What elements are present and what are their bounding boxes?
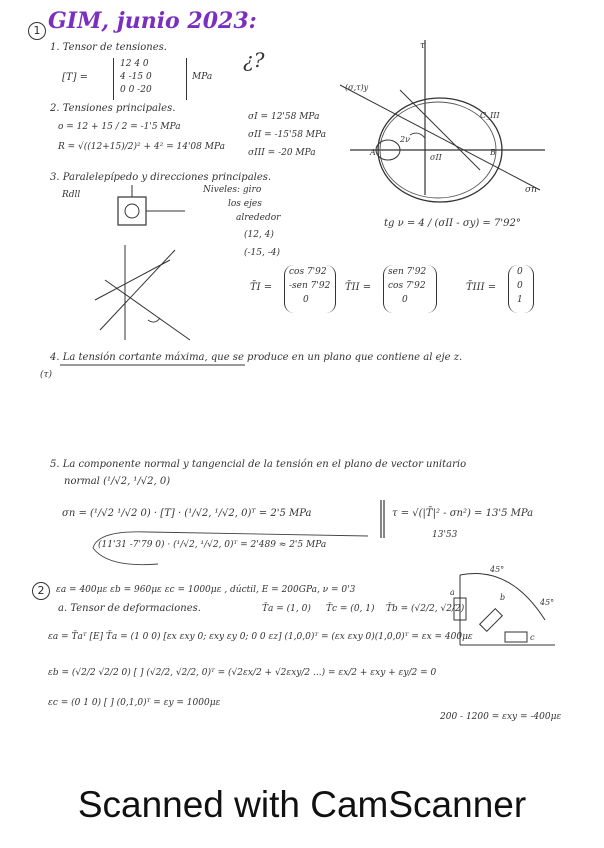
sigma-1: σI = 12'58 MPa bbox=[248, 112, 320, 122]
label-tau: τ bbox=[420, 41, 425, 51]
note-line-1: Niveles: giro bbox=[203, 185, 262, 195]
gauge-a-label: a bbox=[450, 588, 455, 597]
item-5-heading: 5. La componente normal y tangencial de la tensión en el plano de vector unitario bbox=[50, 459, 467, 470]
point-a: (12, 4) bbox=[244, 230, 274, 240]
sigma-center-eq: o = 12 + 15 / 2 = -1'5 MPa bbox=[58, 122, 181, 132]
sigma-2: σII = -15'58 MPa bbox=[248, 130, 327, 140]
vector-2-label: T̄II = bbox=[345, 282, 372, 293]
gauge-b-label: b bbox=[500, 593, 506, 602]
v1-c2: -sen 7'92 bbox=[289, 281, 331, 291]
epsilon-b-equation: εb = (√2/2 √2/2 0) [ ] (√2/2, √2/2, 0)ᵀ = (√2εx/2 + √2εxy/2 ...) = εx/2 + εxy + εy/2 = 0 bbox=[48, 668, 437, 678]
point-b: (-15, -4) bbox=[244, 248, 281, 258]
matrix-unit: MPa bbox=[192, 72, 213, 82]
item-3-heading: 3. Paralelepípedo y direcciones principales. bbox=[50, 172, 272, 183]
rosette-angle-1: 45° bbox=[490, 565, 505, 574]
unit-vector-b: T̄b = (√2/2, √2/2) bbox=[386, 604, 465, 614]
radius-eq: R = √((12+15)/2)² + 4² = 14'08 MPa bbox=[58, 142, 225, 152]
label-b: B bbox=[490, 148, 496, 157]
v3-c1: 0 bbox=[517, 267, 523, 277]
v1-c3: 0 bbox=[303, 295, 309, 305]
tau-sub-value: 13'53 bbox=[432, 530, 458, 540]
v3-c3: 1 bbox=[517, 295, 523, 305]
epsilon-a-equation: εa = T̄aᵀ [E] T̄a = (1 0 0) [εx εxy 0; εxy εy 0; 0 0 εz] (1,0,0)ᵀ = (εx εxy 0)(1,0,0)ᵀ = εx = 400με bbox=[48, 632, 473, 642]
vector-1-label: T̄I = bbox=[250, 282, 273, 293]
vector-1 bbox=[284, 265, 336, 313]
rosette-angle-2: 45° bbox=[540, 598, 555, 607]
item-5-vector: normal (¹/√2, ¹/√2, 0) bbox=[64, 476, 171, 487]
vector-3 bbox=[508, 265, 534, 313]
sigma-n-equation: σn = (¹/√2 ¹/√2 0) · [T] · (¹/√2, ¹/√2, 0)ᵀ = 2'5 MPa bbox=[62, 508, 312, 519]
page-title: GIM, junio 2023: bbox=[48, 8, 257, 34]
mohr-circle-diagram bbox=[330, 30, 570, 200]
element-circle bbox=[125, 204, 139, 218]
label-c3: C_III bbox=[480, 111, 500, 120]
axis-ii bbox=[105, 280, 190, 340]
problem-number-1: 1 bbox=[28, 22, 46, 40]
note-line-2: los ejes bbox=[228, 199, 262, 209]
epsilon-xy-result: 200 - 1200 = εxy = -400με bbox=[440, 712, 562, 722]
problem-2-data: εa = 400μɛ εb = 960με εc = 1000με , dúctil, E = 200GPa, ν = 0'3 bbox=[56, 585, 356, 595]
v2-c2: cos 7'92 bbox=[388, 281, 426, 291]
epsilon-c-equation: εc = (0 1 0) [ ] (0,1,0)ᵀ = εy = 1000με bbox=[48, 698, 221, 708]
diameter-line bbox=[340, 85, 540, 190]
gauge-b-shape bbox=[480, 609, 503, 632]
rdll-label: Rdll bbox=[62, 190, 81, 200]
axis-x bbox=[95, 260, 170, 300]
item-4-sub: (τ) bbox=[40, 370, 53, 380]
matrix-row-1: 12 4 0 bbox=[120, 59, 149, 69]
v1-c1: cos 7'92 bbox=[289, 267, 327, 277]
item-1-heading: 1. Tensor de tensiones. bbox=[50, 42, 167, 53]
unit-vector-c: T̄c = (0, 1) bbox=[326, 604, 375, 614]
question-mark: ¿? bbox=[243, 48, 265, 72]
label-xy-top: (σ,τ)y bbox=[345, 83, 369, 92]
v2-c1: sen 7'92 bbox=[388, 267, 427, 277]
label-a: A bbox=[370, 148, 376, 157]
note-line-3: alrededor bbox=[236, 213, 281, 223]
gauge-c-shape bbox=[505, 632, 527, 642]
item-a-heading: a. Tensor de deformaciones. bbox=[58, 603, 201, 614]
gauge-c-label: c bbox=[530, 633, 535, 642]
check-equation: (11'31 -7'79 0) · (¹/√2, ¹/√2, 0)ᵀ = 2'489 ≈ 2'5 MPa bbox=[98, 540, 327, 550]
matrix-row-3: 0 0 -20 bbox=[120, 85, 152, 95]
element-square bbox=[118, 197, 146, 225]
strain-rosette-sketch bbox=[450, 560, 560, 650]
principal-axes-sketch bbox=[90, 240, 200, 345]
axis-i bbox=[100, 250, 175, 330]
label-sigma-ii: σII bbox=[430, 153, 442, 162]
label-sigma: σn bbox=[525, 185, 537, 195]
angle-arc bbox=[410, 133, 425, 138]
underline-item-4 bbox=[60, 362, 250, 368]
tensor-label: [T] = bbox=[62, 72, 89, 83]
v3-c2: 0 bbox=[517, 281, 523, 291]
item-4-heading: 4. La tensión cortante máxima, que se produce en un plano que contiene al eje z. bbox=[50, 352, 463, 363]
label-2v: 2ν bbox=[400, 135, 410, 144]
sigma-3: σIII = -20 MPa bbox=[248, 148, 316, 158]
unit-vector-a: T̄a = (1, 0) bbox=[262, 604, 311, 614]
stress-matrix bbox=[113, 58, 187, 100]
vector-2 bbox=[383, 265, 437, 313]
angle-mark bbox=[148, 318, 160, 322]
tau-equation: τ = √(|T̄|² - σn²) = 13'5 MPa bbox=[392, 508, 534, 519]
vector-3-label: T̄III = bbox=[466, 282, 497, 293]
item-2-heading: 2. Tensiones principales. bbox=[50, 103, 176, 114]
problem-number-2: 2 bbox=[32, 582, 50, 600]
angle-equation: tg ν = 4 / (σII - σy) = 7'92° bbox=[384, 218, 521, 229]
check-loop bbox=[88, 528, 388, 578]
element-sketch bbox=[100, 185, 190, 240]
matrix-row-2: 4 -15 0 bbox=[120, 72, 152, 82]
v2-c3: 0 bbox=[402, 295, 408, 305]
scanner-watermark: Scanned with CamScanner bbox=[77, 784, 527, 825]
